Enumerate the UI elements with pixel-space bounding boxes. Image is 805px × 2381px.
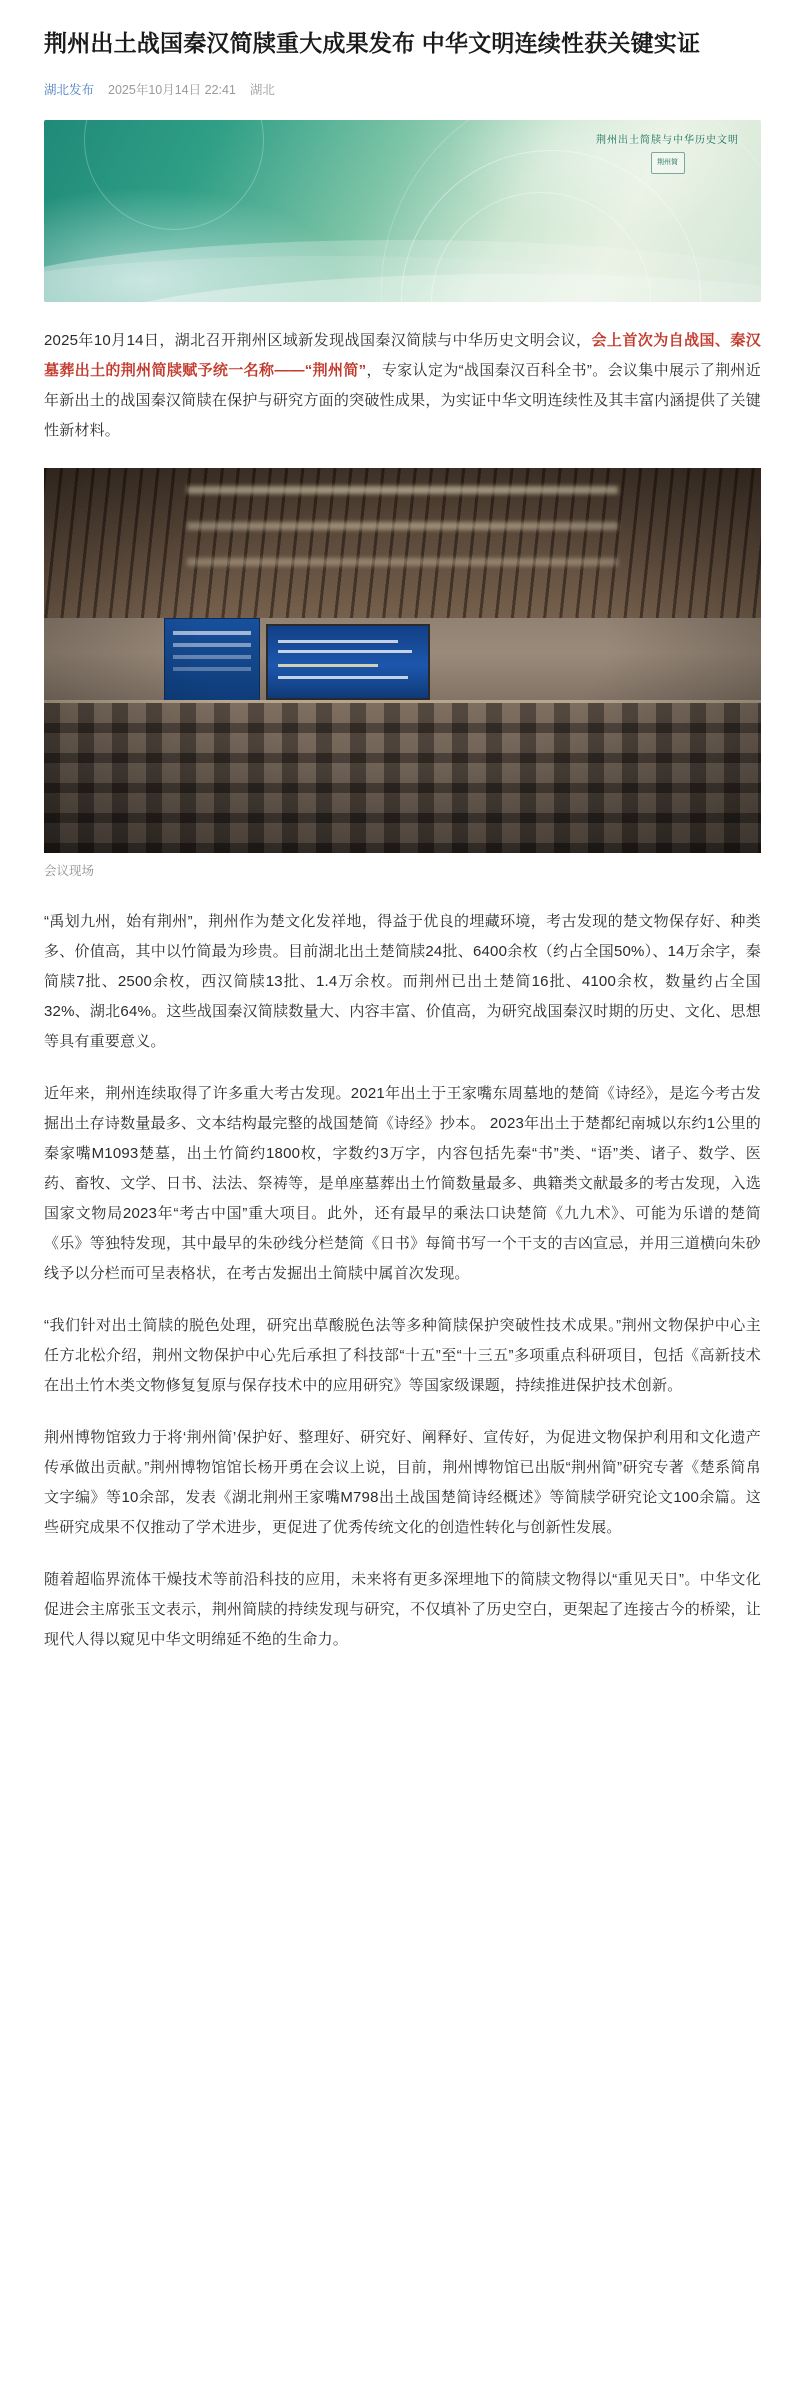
paragraph-1-seg-3: ，专家认定为“战国秦汉百科全书”。会议集中展示了荆州近年新出土的战国秦汉简牍在保护与研究方面的突破性成果，为实证中华文明连续性及其丰富内涵提供了关键性新材料。 bbox=[44, 362, 761, 439]
article-source[interactable]: 湖北发布 bbox=[44, 83, 95, 97]
conference-photo bbox=[44, 468, 761, 853]
paragraph-1-seg-1: 2025年10月14日，湖北召开荆州区域新发现战国秦汉简牍与中华历史文明会议， bbox=[44, 332, 592, 349]
paragraph-6: 随着超临界流体干燥技术等前沿科技的应用，未来将有更多深埋地下的简牍文物得以“重见天日”。中华文化促进会主席张玉文表示，荆州简牍的持续发现与研究，不仅填补了历史空白，更架起了连接古今的桥梁，让现代人得以窥见中华文明绵延不绝的生命力。 bbox=[44, 1571, 761, 1648]
paragraph-1 bbox=[44, 326, 761, 446]
article-meta bbox=[44, 80, 761, 98]
hero-banner-title: 荆州出土简牍与中华历史文明 bbox=[596, 135, 739, 146]
paragraph-1-highlight: 会上首次为自战国、秦汉墓葬出土的荆州简牍赋予统一名称——“荆州简” bbox=[44, 332, 761, 379]
photo-caption: 会议现场 bbox=[44, 864, 95, 878]
article-location: 湖北 bbox=[249, 83, 275, 97]
hero-banner-badge bbox=[596, 134, 739, 174]
paragraph-5: 荆州博物馆致力于将‘荆州简’保护好、整理好、研究好、阐释好、宣传好，为促进文物保护利用和文化遗产传承做出贡献。”荆州博物馆馆长杨开勇在会议上说，目前，荆州博物馆已出版“荆州简”研究专著《楚系简帛文字编》等10余部，发表《湖北荆州王家嘴M798出土战国楚简诗经概述》等简牍学研究论文100余篇。这些研究成果不仅推动了学术进步，更促进了优秀传统文化的创造性转化与创新性发展。 bbox=[44, 1429, 761, 1536]
paragraph-2: “禹划九州，始有荆州”，荆州作为楚文化发祥地，得益于优良的埋藏环境，考古发现的楚文物保存好、种类多、价值高，其中以竹简最为珍贵。目前湖北出土楚简牍24批、6400余枚（约占全国50%）、14万余字，秦简牍7批、2500余枚，西汉简牍13批、1.4万余枚。而荆州已出土楚简16批、4100余枚，数量约占全国32%、湖北64%。这些战国秦汉简牍数量大、内容丰富、价值高，为研究战国秦汉时期的历史、文化、思想等具有重要意义。 bbox=[44, 913, 761, 1050]
hero-banner-image bbox=[44, 120, 761, 302]
article-timestamp: 2025年10月14日 22:41 bbox=[108, 83, 236, 97]
photo-vignette bbox=[44, 468, 761, 853]
paragraph-3: 近年来，荆州连续取得了许多重大考古发现。2021年出土于王家嘴东周墓地的楚简《诗经》，是迄今考古发掘出土存诗数量最多、文本结构最完整的战国楚简《诗经》抄本。 2023年出土于楚都纪南城以东约1公里的秦家嘴M1093楚墓，出土竹简约1800枚，字数约3万字，内容包括先秦“书”类、“语”类、诸子、数学、医药、畜牧、文学、日书、法法、祭祷等，是单座墓葬出土竹简数量最多、典籍类文献最多的考古发现，入选国家文物局2023年“考古中国”重大项目。此外，还有最早的乘法口诀楚简《九九术》、可能为乐谱的楚简《乐》等独特发现，其中最早的朱砂线分栏楚简《日书》每简书写一个干支的吉凶宣忌，并用三道横向朱砂线予以分栏而可呈表格状，在考古发掘出土简牍中属首次发现。 bbox=[44, 1085, 761, 1282]
hero-banner-seal: 荆州简 bbox=[651, 152, 685, 174]
paragraph-4: “我们针对出土简牍的脱色处理，研究出草酸脱色法等多种简牍保护突破性技术成果。”荆州文物保护中心主任方北松介绍，荆州文物保护中心先后承担了科技部“十五”至“十三五”多项重点科研项目，包括《高新技术在出土竹木类文物修复复原与保存技术中的应用研究》等国家级课题，持续推进保护技术创新。 bbox=[44, 1317, 761, 1394]
page-title: 荆州出土战国秦汉简牍重大成果发布 中华文明连续性获关键实证 bbox=[44, 30, 701, 56]
decorative-arc bbox=[84, 120, 264, 230]
